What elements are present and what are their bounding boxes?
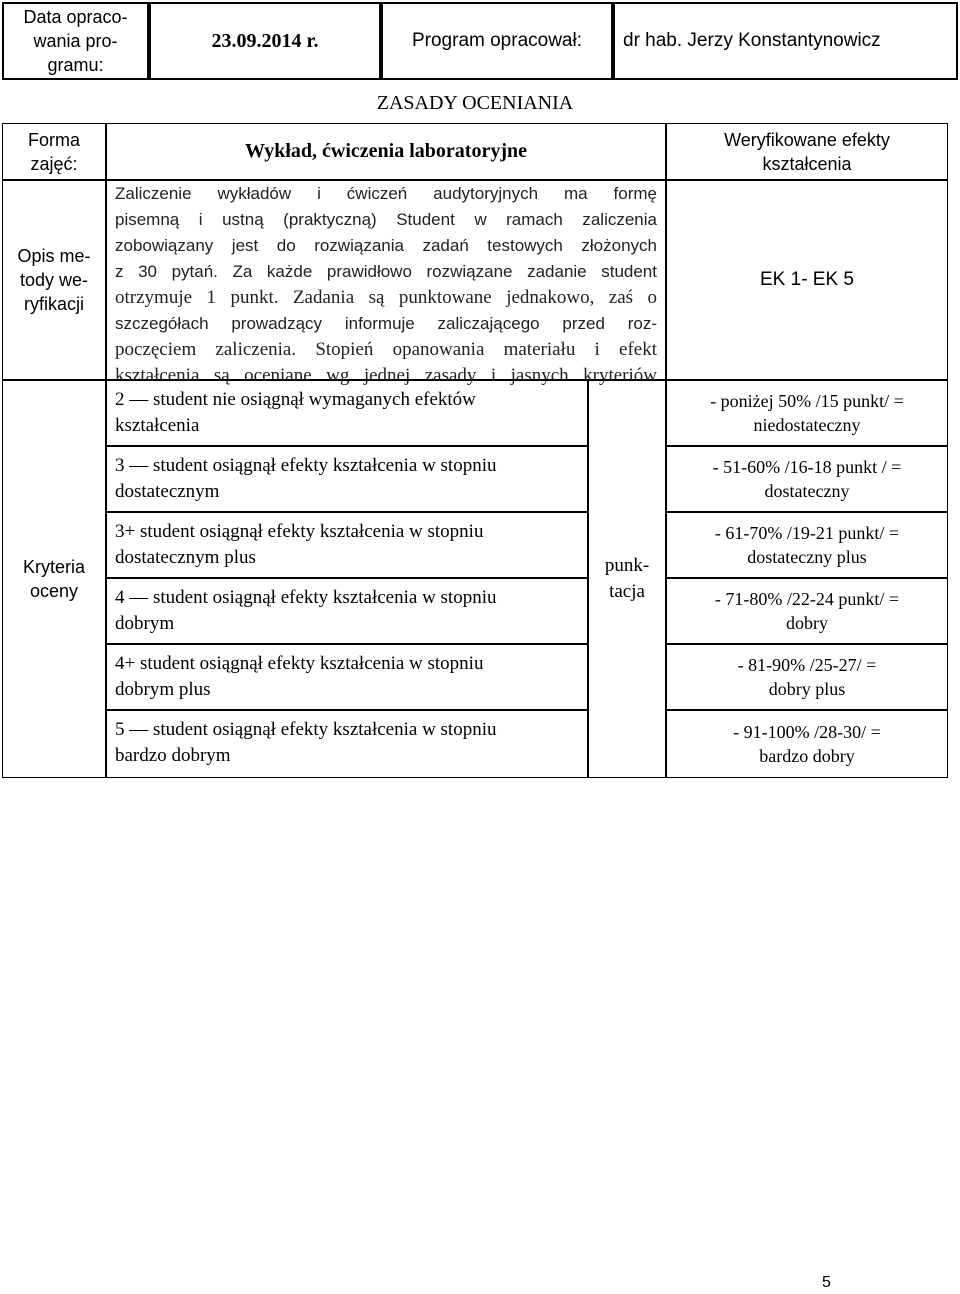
grade-line: 5 — student osiągnął efekty kształcenia w stopniu xyxy=(115,719,497,740)
opis-line: poczęciem zaliczenia. Stopień opanowania materiału i efekt xyxy=(115,339,657,360)
ek-value-cell xyxy=(666,180,948,380)
range-line: bardzo dobry xyxy=(759,746,855,766)
range-row xyxy=(666,644,948,710)
forma-value: Wykład, ćwiczenia laboratoryjne xyxy=(244,140,527,162)
grade-line: bardzo dobrym xyxy=(115,745,231,766)
grade-line: dobrym plus xyxy=(115,679,211,700)
range-line: - 51-60% /16-18 punkt / = xyxy=(712,457,902,477)
verified-header: Weryfikowane efekty kształcenia xyxy=(724,129,890,174)
range-line: dostateczny plus xyxy=(747,547,867,567)
verified-header-cell xyxy=(666,123,948,180)
grade-line: 3 — student osiągnął efekty kształcenia w stopniu xyxy=(115,455,497,476)
page-number: 5 xyxy=(822,1274,831,1291)
punktacja-cell xyxy=(588,380,666,778)
range-line: dobry plus xyxy=(768,679,846,699)
grade-row xyxy=(106,380,588,446)
opis-line: zobowiązany jest do rozwiązania zadań testowych złożonych xyxy=(115,236,657,255)
range-row xyxy=(666,578,948,644)
opis-metody-label: Opis me-tody we-ryfikacji xyxy=(17,246,91,314)
opis-line: kształcenia są oceniane wg jednej zasady i jasnych kryteriów xyxy=(115,365,657,386)
grade-line: 3+ student osiągnął efekty kształcenia w stopniu xyxy=(115,521,484,542)
grade-line: kształcenia xyxy=(115,415,200,436)
range-line: - 61-70% /19-21 punkt/ = xyxy=(714,523,900,543)
opis-line: szczegółach prowadzący informuje zaliczającego przed roz- xyxy=(115,314,657,333)
grade-row xyxy=(106,578,588,644)
author-label: Program opracował: xyxy=(411,30,583,51)
grade-line: 4+ student osiągnął efekty kształcenia w stopniu xyxy=(115,653,484,674)
grade-row xyxy=(106,512,588,578)
grade-row xyxy=(106,446,588,512)
forma-zajec-label: Forma zajęć: xyxy=(27,129,80,174)
range-row xyxy=(666,512,948,578)
opis-line: pisemną i ustną (praktyczną) Student w ramach zaliczenia xyxy=(115,210,657,229)
section-title-text: ZASADY OCENIANIA xyxy=(376,91,574,114)
range-line: dostateczny xyxy=(764,481,850,501)
date-value-cell xyxy=(149,2,381,80)
kryteria-oceny-label: Kryteria oceny xyxy=(22,557,85,601)
kryteria-oceny-label-cell xyxy=(2,380,106,778)
range-row xyxy=(666,380,948,446)
range-line: - 71-80% /22-24 punkt/ = xyxy=(714,589,900,609)
date-value: 23.09.2014 r. xyxy=(211,29,319,52)
range-line: - poniżej 50% /15 punkt/ = xyxy=(710,391,904,411)
author-value-cell xyxy=(613,2,958,80)
range-row xyxy=(666,710,948,778)
punktacja-label: punk-tacja xyxy=(604,555,650,602)
opis-text-cell xyxy=(106,180,666,386)
grade-line: dostatecznym plus xyxy=(115,547,256,568)
range-line: dobry xyxy=(786,613,828,633)
forma-zajec-label-cell xyxy=(2,123,106,180)
forma-value-cell xyxy=(106,123,666,180)
ek-value: EK 1- EK 5 xyxy=(760,269,854,290)
author-value: dr hab. Jerzy Konstantynowicz xyxy=(623,30,881,51)
grade-line: 2 — student nie osiągnął wymaganych efektów xyxy=(115,389,476,410)
opis-line: z 30 pytań. Za każde prawidłowo rozwiązane zadanie student xyxy=(115,262,657,281)
opis-line: Zaliczenie wykładów i ćwiczeń audytoryjnych ma formę xyxy=(115,184,657,203)
range-row xyxy=(666,446,948,512)
opis-metody-label-cell xyxy=(2,180,106,380)
opis-text xyxy=(115,181,657,389)
range-line: - 91-100% /28-30/ = xyxy=(733,722,881,742)
grade-line: 4 — student osiągnął efekty kształcenia w stopniu xyxy=(115,587,497,608)
author-label-cell xyxy=(381,2,613,80)
grade-line: dostatecznym xyxy=(115,481,220,502)
date-label: Data opraco-wania pro-gramu: xyxy=(23,7,128,75)
opis-line: otrzymuje 1 punkt. Zadania są punktowane jednakowo, zaś o xyxy=(115,287,657,308)
range-line: - 81-90% /25-27/ = xyxy=(737,655,877,675)
range-line: niedostateczny xyxy=(753,415,861,435)
grade-row xyxy=(106,644,588,710)
grade-row xyxy=(106,710,588,778)
grade-line: dobrym xyxy=(115,613,175,634)
date-label-cell xyxy=(2,2,149,80)
section-title xyxy=(300,88,650,118)
